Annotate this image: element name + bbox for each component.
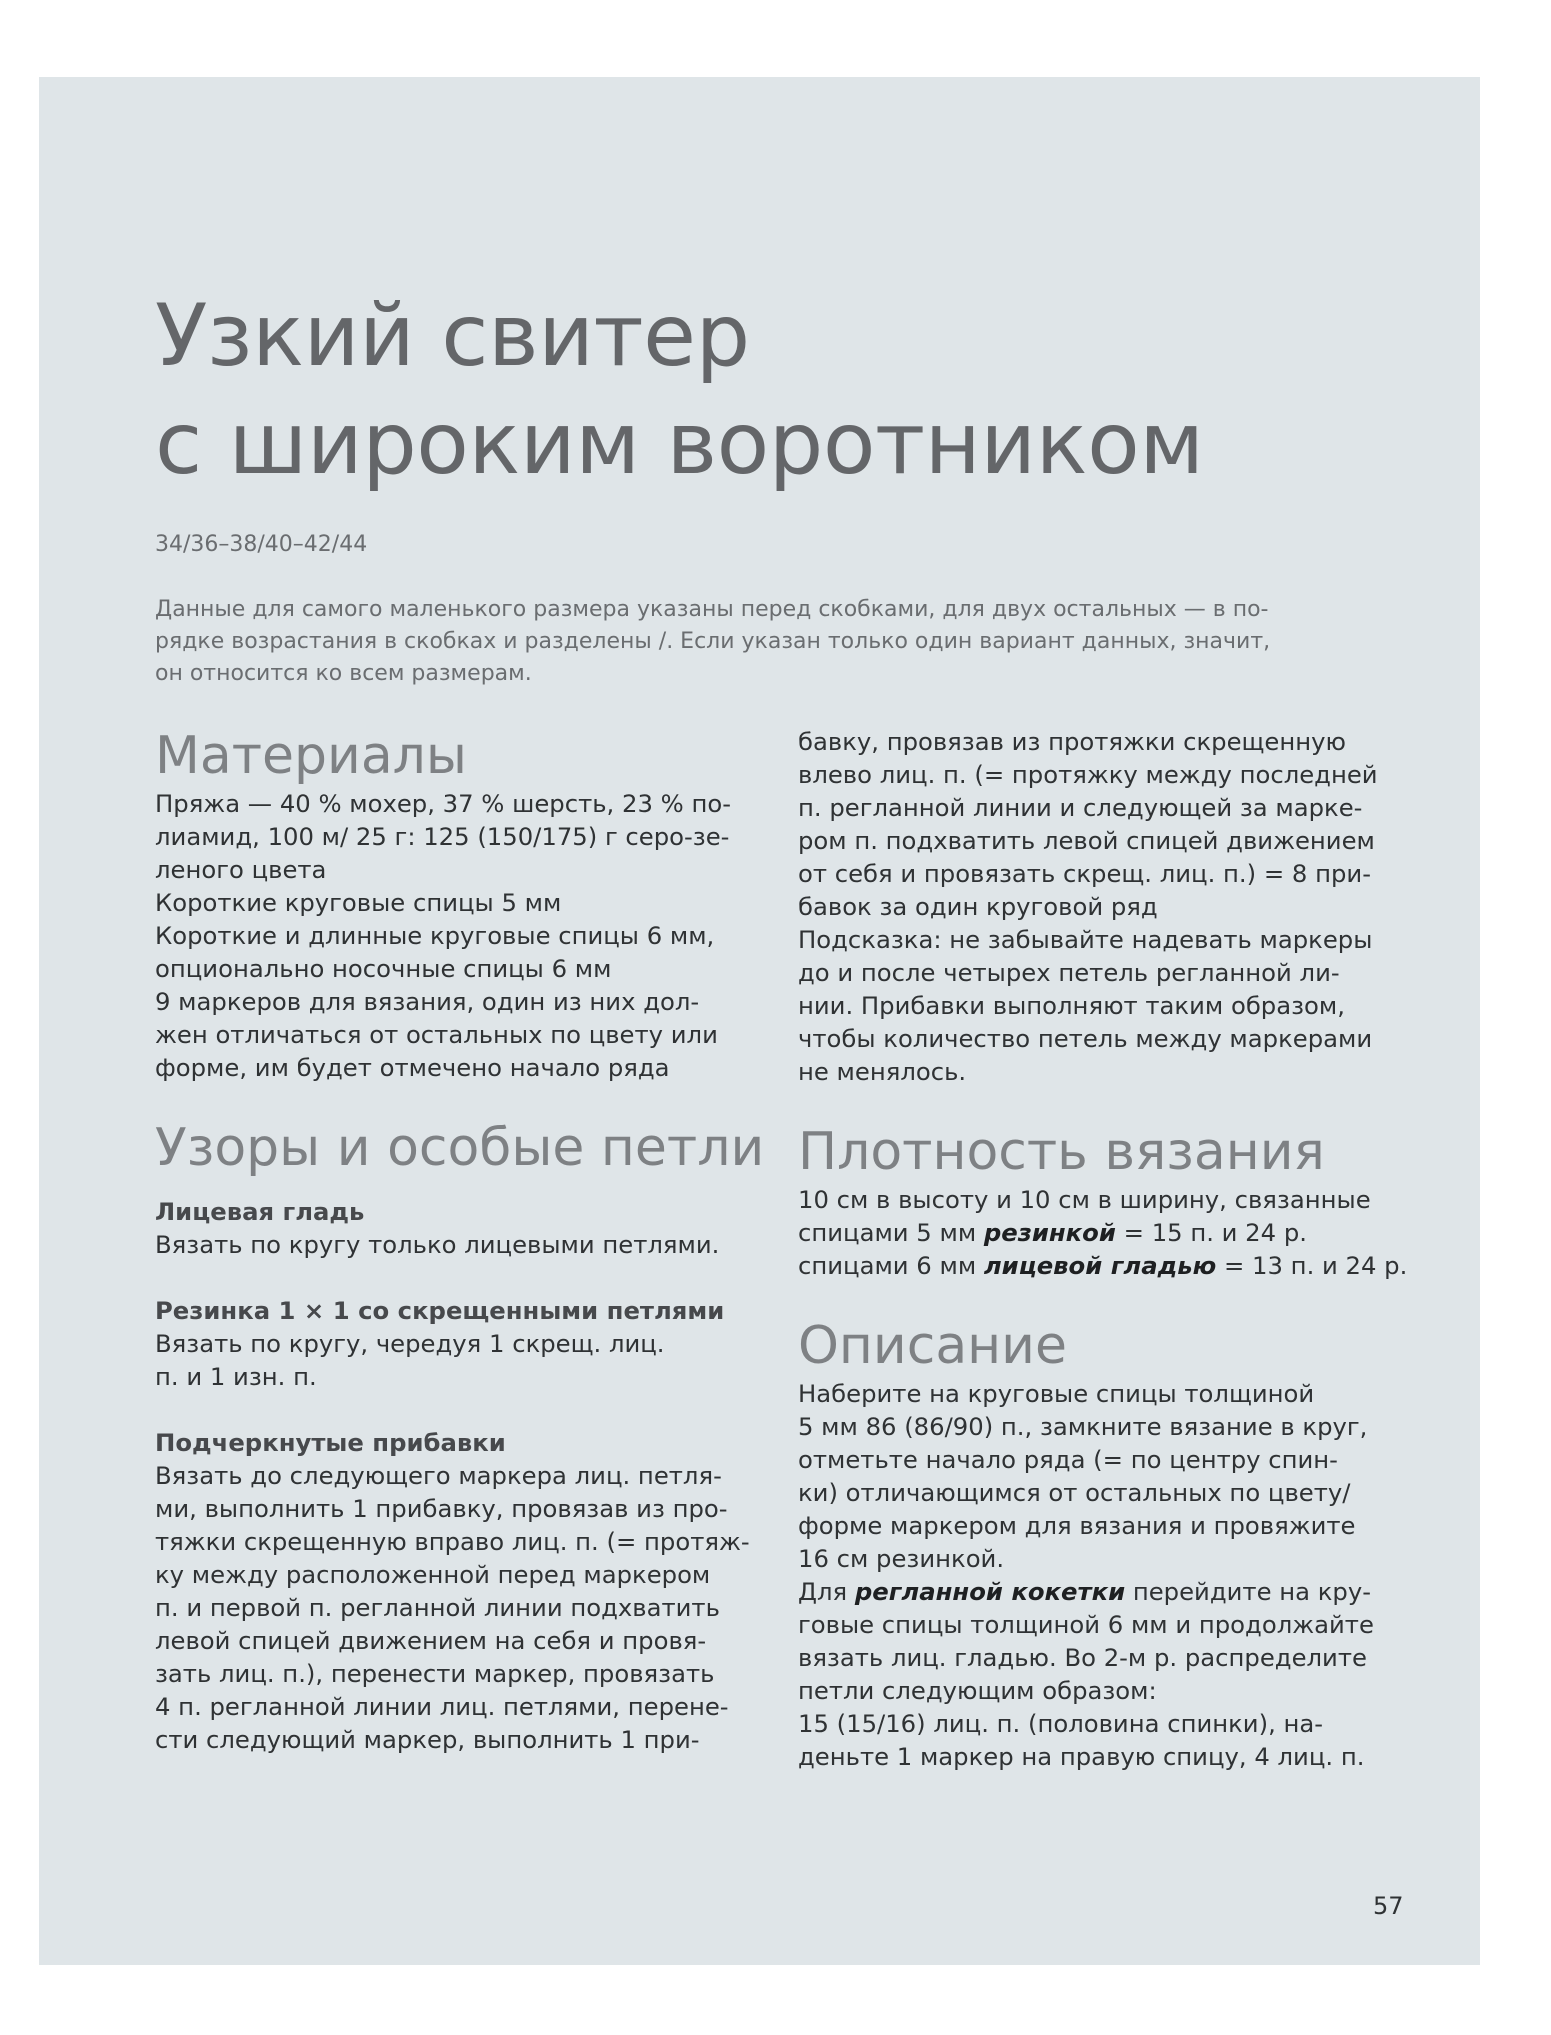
description-line: петли следующим образом: (798, 1676, 1157, 1705)
description-text: Для (798, 1577, 855, 1606)
continued-line: нии. Прибавки выполняют таким образом, (798, 991, 1345, 1020)
gauge-block (798, 1183, 1408, 1282)
left-column (155, 725, 765, 1756)
gauge-heading: Плотность вязания (798, 1122, 1325, 1182)
title-line-1: Узкий свитер (155, 286, 750, 386)
continued-line: до и после четырех петель регланной ли- (798, 958, 1340, 987)
materials-line: Пряжа — 40 % мохер, 37 % шерсть, 23 % по- (155, 789, 731, 818)
stockinette-block (155, 1195, 755, 1261)
description-line: ки) отличающимся от остальных по цвету/ (798, 1478, 1351, 1507)
continued-line: п. регланной линии и следующей за марке- (798, 793, 1363, 822)
gauge-line: 10 см в высоту и 10 см в ширину, связанные (798, 1185, 1371, 1214)
right-column (798, 725, 1408, 1773)
continued-line: бавку, провязав из протяжки скрещенную (798, 727, 1346, 756)
materials-line: 9 маркеров для вязания, один из них дол- (155, 987, 700, 1016)
description-line: отметьте начало ряда (= по центру спин- (798, 1445, 1338, 1474)
rib-title: Резинка 1 × 1 со скрещенными петлями (155, 1296, 725, 1325)
increases-line: зать лиц. п.), перенести маркер, провязать (155, 1659, 715, 1688)
continued-line: чтобы количество петель между маркерами (798, 1024, 1373, 1053)
gauge-line (798, 1216, 1398, 1249)
intro-line: он относится ко всем размерам. (155, 661, 532, 686)
description-line: 5 мм 86 (86/90) п., замкните вязание в круг, (798, 1412, 1368, 1441)
sizes-line: 34/36–38/40–42/44 (155, 532, 368, 557)
gauge-line (798, 1249, 1408, 1282)
increases-line: 4 п. регланной линии лиц. петлями, перене- (155, 1692, 729, 1721)
increases-line: п. и первой п. регланной линии подхватить (155, 1593, 720, 1622)
gauge-text: = 15 п. и 24 р. (1115, 1218, 1307, 1247)
stockinette-line: Вязать по кругу только лицевыми петлями. (155, 1230, 720, 1259)
patterns-heading: Узоры и особые петли (155, 1118, 765, 1178)
materials-heading: Материалы (155, 726, 467, 786)
description-line: говые спицы толщиной 6 мм и продолжайте (798, 1610, 1374, 1639)
increases-title: Подчеркнутые прибавки (155, 1428, 506, 1457)
description-text: перейдите на кру- (1125, 1577, 1372, 1606)
materials-line: лиамид, 100 м/ 25 г: 125 (150/175) г серо-зе- (155, 822, 730, 851)
page-number: 57 (1373, 1892, 1404, 1920)
continued-line: от себя и провязать скрещ. лиц. п.) = 8 при- (798, 859, 1371, 888)
description-line: форме маркером для вязания и провяжите (798, 1511, 1356, 1540)
materials-line: жен отличаться от остальных по цвету или (155, 1020, 718, 1049)
continued-line: бавок за один круговой ряд (798, 892, 1158, 921)
continued-line: влево лиц. п. (= протяжку между последней (798, 760, 1378, 789)
increases-line: тяжки скрещенную вправо лиц. п. (= протяж- (155, 1527, 750, 1556)
materials-line: форме, им будет отмечено начало ряда (155, 1053, 670, 1082)
materials-line: леного цвета (155, 855, 327, 884)
description-emphasis: регланной кокетки (854, 1577, 1126, 1606)
title-line-2: с широким воротником (155, 394, 1204, 494)
description-line: вязать лиц. гладью. Во 2-м р. распределите (798, 1643, 1367, 1672)
intro-line: рядке возрастания в скобках и разделены /. Если указан только один вариант данных, значит, (155, 629, 1271, 654)
increases-line: ку между расположенной перед маркером (155, 1560, 711, 1589)
description-line: 15 (15/16) лиц. п. (половина спинки), на- (798, 1709, 1324, 1738)
rib-line: п. и 1 изн. п. (155, 1362, 317, 1391)
rib-line: Вязать по кругу, чередуя 1 скрещ. лиц. (155, 1329, 665, 1358)
stockinette-title: Лицевая гладь (155, 1197, 365, 1226)
materials-line: Короткие круговые спицы 5 мм (155, 888, 562, 917)
page-title (155, 282, 1204, 498)
intro-line: Данные для самого маленького размера указаны перед скобками, для двух остальных — в по- (155, 597, 1269, 622)
gauge-text: спицами 5 мм (798, 1218, 984, 1247)
description-line: деньте 1 маркер на правую спицу, 4 лиц. п. (798, 1742, 1365, 1771)
increases-line: сти следующий маркер, выполнить 1 при- (155, 1725, 700, 1754)
intro-paragraph (155, 594, 1385, 690)
materials-line: опционально носочные спицы 6 мм (155, 954, 612, 983)
description-line: 16 см резинкой. (798, 1544, 1005, 1573)
description-heading: Описание (798, 1316, 1067, 1376)
gauge-text: спицами 6 мм (798, 1251, 984, 1280)
gauge-emphasis: лицевой гладью (983, 1251, 1217, 1280)
increases-block (155, 1426, 755, 1756)
rib-block (155, 1294, 755, 1393)
description-line: Наберите на круговые спицы толщиной (798, 1379, 1315, 1408)
increases-line: левой спицей движением на себя и провя- (155, 1626, 707, 1655)
description-line (798, 1575, 1398, 1608)
gauge-text: = 13 п. и 24 р. (1216, 1251, 1408, 1280)
materials-line: Короткие и длинные круговые спицы 6 мм, (155, 921, 715, 950)
continued-line: ром п. подхватить левой спицей движением (798, 826, 1375, 855)
continued-line: Подсказка: не забывайте надевать маркеры (798, 925, 1373, 954)
materials-list (155, 787, 755, 1084)
gauge-emphasis: резинкой (983, 1218, 1116, 1247)
continued-line: не менялось. (798, 1057, 967, 1086)
increases-line: ми, выполнить 1 прибавку, провязав из про- (155, 1494, 728, 1523)
increases-line: Вязать до следующего маркера лиц. петля- (155, 1461, 722, 1490)
description-block (798, 1377, 1398, 1773)
increases-continued (798, 725, 1398, 1088)
